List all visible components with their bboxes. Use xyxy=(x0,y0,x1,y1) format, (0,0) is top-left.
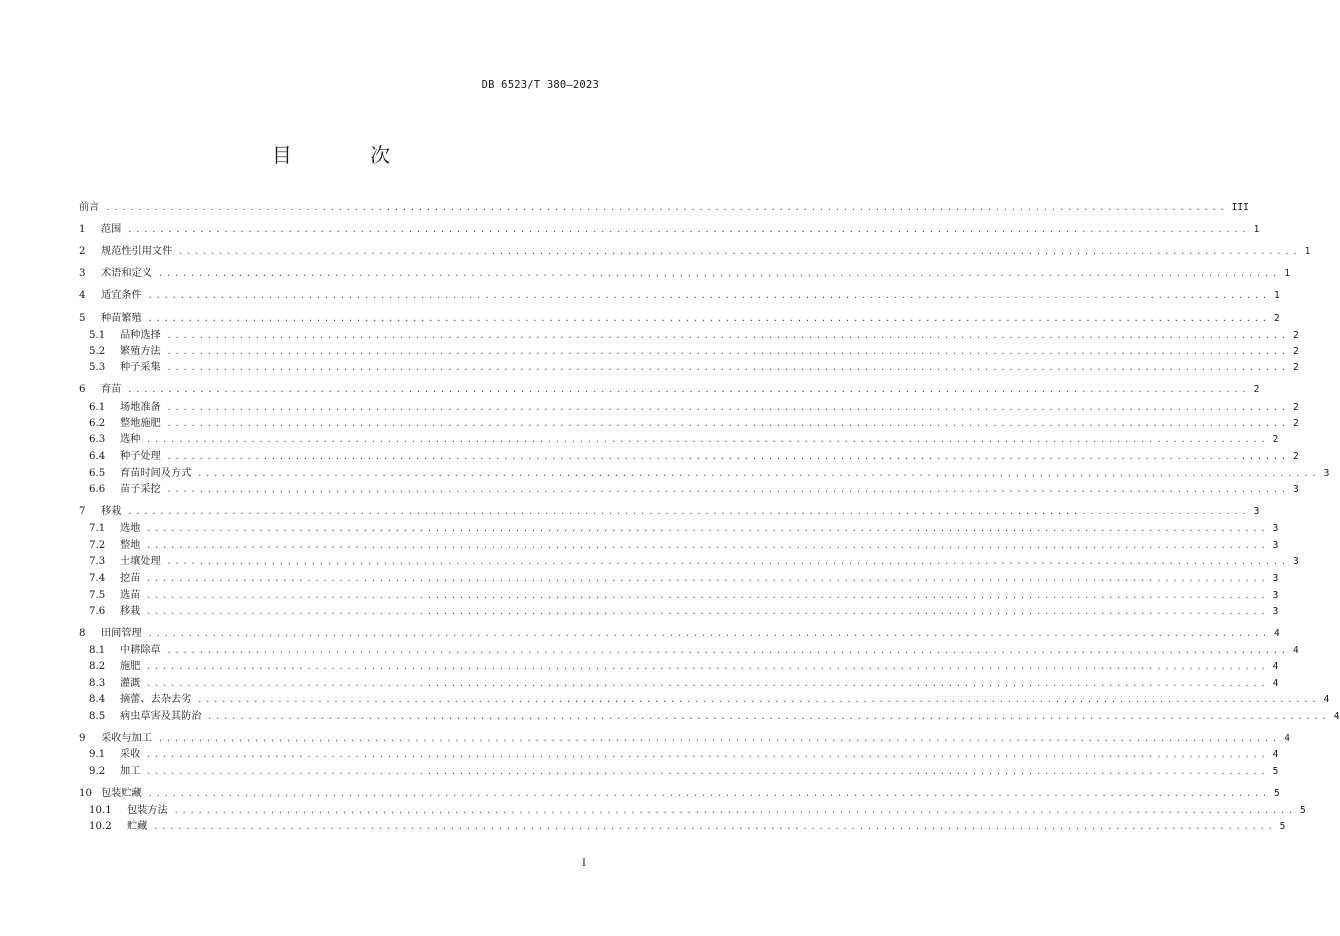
toc-dot-leader: ............................................................................................................................................ xyxy=(166,485,1290,494)
toc-entry-number: 6.2 xyxy=(89,418,106,429)
toc-entry-page: 2 xyxy=(1293,451,1299,462)
toc-entry-label: 育苗时间及方式 xyxy=(120,468,192,479)
toc-entry-label: 病虫草害及其防治 xyxy=(120,711,202,722)
toc-entry[interactable] xyxy=(79,222,1260,238)
toc-entry-number: 7.3 xyxy=(89,556,106,567)
toc-entry-number: 8.5 xyxy=(89,711,106,722)
toc-entry[interactable] xyxy=(89,604,1279,620)
toc-dot-leader: ............................................................................................................................................ xyxy=(207,712,1330,721)
document-code: DB 6523/T 380—2023 xyxy=(481,79,599,91)
toc-entry-page: 4 xyxy=(1272,678,1279,689)
toc-dot-leader: ............................................................................................................................................ xyxy=(157,734,1281,743)
toc-entry-page: 1 xyxy=(1274,290,1280,301)
toc-entry-page: 3 xyxy=(1293,556,1299,567)
toc-entry-label: 挖苗 xyxy=(120,573,141,584)
page-title: 目 次 xyxy=(271,143,427,167)
toc-dot-leader: ............................................................................................................................................ xyxy=(197,695,1320,704)
toc-entry-label: 前言 xyxy=(79,202,100,213)
toc-entry-label: 范围 xyxy=(101,224,122,235)
toc-entry-label: 种子采集 xyxy=(120,362,161,373)
toc-entry-number: 9.2 xyxy=(89,766,106,777)
toc-entry[interactable] xyxy=(79,244,1311,260)
toc-entry[interactable] xyxy=(79,626,1280,642)
toc-entry[interactable] xyxy=(79,200,1249,216)
toc-entry[interactable] xyxy=(89,764,1279,780)
toc-entry-page: 2 xyxy=(1293,362,1299,373)
toc-entry-label: 种子处理 xyxy=(120,451,161,462)
toc-entry-page: 4 xyxy=(1323,694,1330,705)
toc-entry-number: 9 xyxy=(79,733,86,744)
toc-dot-leader: ............................................................................................................................................ xyxy=(166,452,1290,461)
toc-entry-number: 1 xyxy=(79,224,86,235)
toc-entry-number: 2 xyxy=(79,246,86,257)
toc-entry[interactable] xyxy=(89,521,1279,537)
toc-entry-label: 苗子采挖 xyxy=(120,484,161,495)
toc-entry-page: 3 xyxy=(1272,590,1279,601)
toc-entry[interactable] xyxy=(89,538,1279,554)
toc-dot-leader: ............................................................................................................................................ xyxy=(146,524,1269,533)
toc-dot-leader: ............................................................................................................................................ xyxy=(147,291,1271,300)
toc-dot-leader: ............................................................................................................................................ xyxy=(153,822,1276,831)
toc-entry-page: 2 xyxy=(1293,330,1299,341)
toc-entry[interactable] xyxy=(89,659,1279,675)
toc-entry-number: 8.1 xyxy=(89,645,106,656)
toc-entry-number: 6.5 xyxy=(89,468,106,479)
toc-entry-number: 6.6 xyxy=(89,484,106,495)
toc-entry-label: 贮藏 xyxy=(127,821,148,832)
toc-entry-label: 选苗 xyxy=(120,590,141,601)
toc-entry-number: 7.5 xyxy=(89,590,106,601)
toc-dot-leader: ............................................................................................................................................ xyxy=(166,363,1290,372)
toc-entry[interactable] xyxy=(89,803,1306,819)
toc-entry[interactable] xyxy=(89,360,1299,376)
toc-dot-leader: ............................................................................................................................................ xyxy=(147,629,1271,638)
toc-dot-leader: ............................................................................................................................................ xyxy=(166,646,1290,655)
toc-dot-leader: ............................................................................................................................................ xyxy=(146,662,1269,671)
toc-entry[interactable] xyxy=(89,819,1286,835)
toc-entry[interactable] xyxy=(89,344,1299,360)
toc-dot-leader: ............................................................................................................................................ xyxy=(166,331,1290,340)
toc-entry-label: 繁殖方法 xyxy=(120,346,161,357)
toc-dot-leader: ............................................................................................................................................ xyxy=(197,469,1320,478)
toc-entry-label: 中耕除草 xyxy=(120,645,161,656)
toc-dot-leader: ............................................................................................................................................ xyxy=(146,750,1269,759)
toc-entry-page: 3 xyxy=(1293,484,1299,495)
toc-entry[interactable] xyxy=(89,747,1279,763)
toc-entry[interactable] xyxy=(89,482,1299,498)
toc-entry-number: 5 xyxy=(79,313,86,324)
toc-dot-leader: ............................................................................................................................................ xyxy=(127,225,1250,234)
toc-entry-number: 10.2 xyxy=(89,821,112,832)
toc-entry-page: 3 xyxy=(1253,506,1260,517)
toc-entry[interactable] xyxy=(89,571,1279,587)
toc-entry-label: 术语和定义 xyxy=(101,268,152,279)
toc-entry-label: 包装方法 xyxy=(127,805,168,816)
toc-entry-page: III xyxy=(1231,202,1249,213)
toc-entry-page: 2 xyxy=(1253,384,1260,395)
toc-entry-page: 1 xyxy=(1304,246,1311,257)
toc-entry-page: 3 xyxy=(1272,523,1279,534)
toc-entry-page: 3 xyxy=(1323,468,1330,479)
toc-entry[interactable] xyxy=(79,382,1260,398)
toc-entry-label: 采收与加工 xyxy=(101,733,152,744)
toc-entry-number: 8.3 xyxy=(89,678,106,689)
toc-dot-leader: ............................................................................................................................................ xyxy=(105,203,1228,212)
toc-entry[interactable] xyxy=(89,466,1330,482)
toc-entry-page: 4 xyxy=(1333,711,1340,722)
toc-entry-number: 6.4 xyxy=(89,451,106,462)
toc-dot-leader: ............................................................................................................................................ xyxy=(147,789,1271,798)
toc-entry-label: 种苗繁殖 xyxy=(101,313,142,324)
toc-entry-label: 灌溉 xyxy=(120,678,141,689)
toc-entry-page: 2 xyxy=(1293,402,1299,413)
toc-dot-leader: ............................................................................................................................................ xyxy=(146,679,1269,688)
toc-dot-leader: ............................................................................................................................................ xyxy=(166,419,1290,428)
toc-entry-number: 7.6 xyxy=(89,606,106,617)
toc-entry-page: 3 xyxy=(1272,606,1279,617)
toc-entry-page: 5 xyxy=(1279,821,1286,832)
toc-entry-label: 土壤处理 xyxy=(120,556,161,567)
toc-entry-page: 2 xyxy=(1274,313,1280,324)
toc-entry-number: 7 xyxy=(79,506,86,517)
toc-entry-number: 3 xyxy=(79,268,86,279)
toc-entry-number: 6.1 xyxy=(89,402,106,413)
toc-entry-label: 选地 xyxy=(120,523,141,534)
toc-entry-page: 5 xyxy=(1300,805,1306,816)
toc-dot-leader: ............................................................................................................................................ xyxy=(147,314,1271,323)
toc-entry-page: 4 xyxy=(1272,661,1279,672)
toc-entry-label: 整地 xyxy=(120,540,141,551)
toc-entry-label: 包装贮藏 xyxy=(101,788,142,799)
toc-entry-label: 适宜条件 xyxy=(101,290,142,301)
toc-dot-leader: ............................................................................................................................................ xyxy=(146,574,1269,583)
toc-entry-label: 整地施肥 xyxy=(120,418,161,429)
toc-entry-number: 9.1 xyxy=(89,749,106,760)
toc-dot-leader: ............................................................................................................................................ xyxy=(166,557,1290,566)
toc-entry[interactable] xyxy=(89,709,1340,725)
toc-entry-number: 10.1 xyxy=(89,805,112,816)
toc-entry-page: 3 xyxy=(1272,573,1279,584)
toc-entry-page: 3 xyxy=(1272,540,1279,551)
toc-entry[interactable] xyxy=(79,786,1280,802)
toc-entry-number: 5.1 xyxy=(89,330,106,341)
toc-entry-page: 4 xyxy=(1284,733,1290,744)
toc-entry-label: 采收 xyxy=(120,749,141,760)
toc-entry-label: 摘蕾、去杂去劣 xyxy=(120,694,192,705)
toc-entry[interactable] xyxy=(89,588,1279,604)
toc-entry-number: 6 xyxy=(79,384,86,395)
toc-entry-number: 5.3 xyxy=(89,362,106,373)
toc-entry[interactable] xyxy=(79,288,1280,304)
toc-dot-leader: ............................................................................................................................................ xyxy=(157,269,1281,278)
toc-entry-number: 10 xyxy=(79,788,92,799)
toc-entry-page: 2 xyxy=(1293,418,1299,429)
toc-entry-label: 加工 xyxy=(120,766,141,777)
toc-entry-label: 施肥 xyxy=(120,661,141,672)
toc-entry-page: 2 xyxy=(1293,346,1299,357)
toc-entry[interactable] xyxy=(89,416,1299,432)
toc-dot-leader: ............................................................................................................................................ xyxy=(173,806,1297,815)
toc-dot-leader: ............................................................................................................................................ xyxy=(146,767,1269,776)
toc-entry-page: 4 xyxy=(1293,645,1299,656)
toc-entry[interactable] xyxy=(89,554,1299,570)
toc-entry-number: 7.1 xyxy=(89,523,106,534)
toc-dot-leader: ............................................................................................................................................ xyxy=(166,347,1290,356)
toc-entry-page: 1 xyxy=(1284,268,1290,279)
toc-dot-leader: ............................................................................................................................................ xyxy=(178,247,1301,256)
toc-dot-leader: ............................................................................................................................................ xyxy=(146,435,1269,444)
toc-entry-number: 4 xyxy=(79,290,86,301)
toc-entry-number: 8.4 xyxy=(89,694,106,705)
toc-entry-number: 7.4 xyxy=(89,573,106,584)
toc-dot-leader: ............................................................................................................................................ xyxy=(127,385,1250,394)
toc-entry[interactable] xyxy=(89,432,1279,448)
toc-entry[interactable] xyxy=(89,328,1299,344)
toc-entry[interactable] xyxy=(89,449,1299,465)
toc-dot-leader: ............................................................................................................................................ xyxy=(166,403,1290,412)
toc-entry-page: 5 xyxy=(1272,766,1279,777)
toc-entry-label: 场地准备 xyxy=(120,402,161,413)
toc-entry-label: 田间管理 xyxy=(101,628,142,639)
toc-entry-number: 8.2 xyxy=(89,661,106,672)
toc-entry-number: 6.3 xyxy=(89,434,106,445)
toc-entry-label: 规范性引用文件 xyxy=(101,246,173,257)
toc-entry[interactable] xyxy=(79,266,1290,282)
toc-entry-number: 5.2 xyxy=(89,346,106,357)
toc-entry-page: 2 xyxy=(1272,434,1279,445)
toc-entry[interactable] xyxy=(89,676,1279,692)
page-number: I xyxy=(582,858,586,869)
toc-entry-label: 移栽 xyxy=(120,606,141,617)
toc-entry[interactable] xyxy=(89,643,1299,659)
toc-entry-label: 育苗 xyxy=(101,384,122,395)
toc-entry[interactable] xyxy=(89,692,1330,708)
toc-entry-number: 7.2 xyxy=(89,540,106,551)
toc-entry-page: 4 xyxy=(1272,749,1279,760)
toc-dot-leader: ............................................................................................................................................ xyxy=(146,591,1269,600)
toc-entry[interactable] xyxy=(79,311,1280,327)
toc-entry[interactable] xyxy=(79,731,1290,747)
toc-entry-page: 4 xyxy=(1274,628,1280,639)
toc-entry[interactable] xyxy=(89,400,1299,416)
toc-dot-leader: ............................................................................................................................................ xyxy=(146,607,1269,616)
toc-entry[interactable] xyxy=(79,504,1260,520)
toc-entry-number: 8 xyxy=(79,628,86,639)
toc-entry-label: 品种选择 xyxy=(120,330,161,341)
toc-entry-page: 5 xyxy=(1274,788,1280,799)
toc-entry-label: 选种 xyxy=(120,434,141,445)
toc-entry-label: 移栽 xyxy=(101,506,122,517)
toc-dot-leader: ............................................................................................................................................ xyxy=(127,507,1250,516)
toc-dot-leader: ............................................................................................................................................ xyxy=(146,541,1269,550)
toc-entry-page: 1 xyxy=(1253,224,1260,235)
